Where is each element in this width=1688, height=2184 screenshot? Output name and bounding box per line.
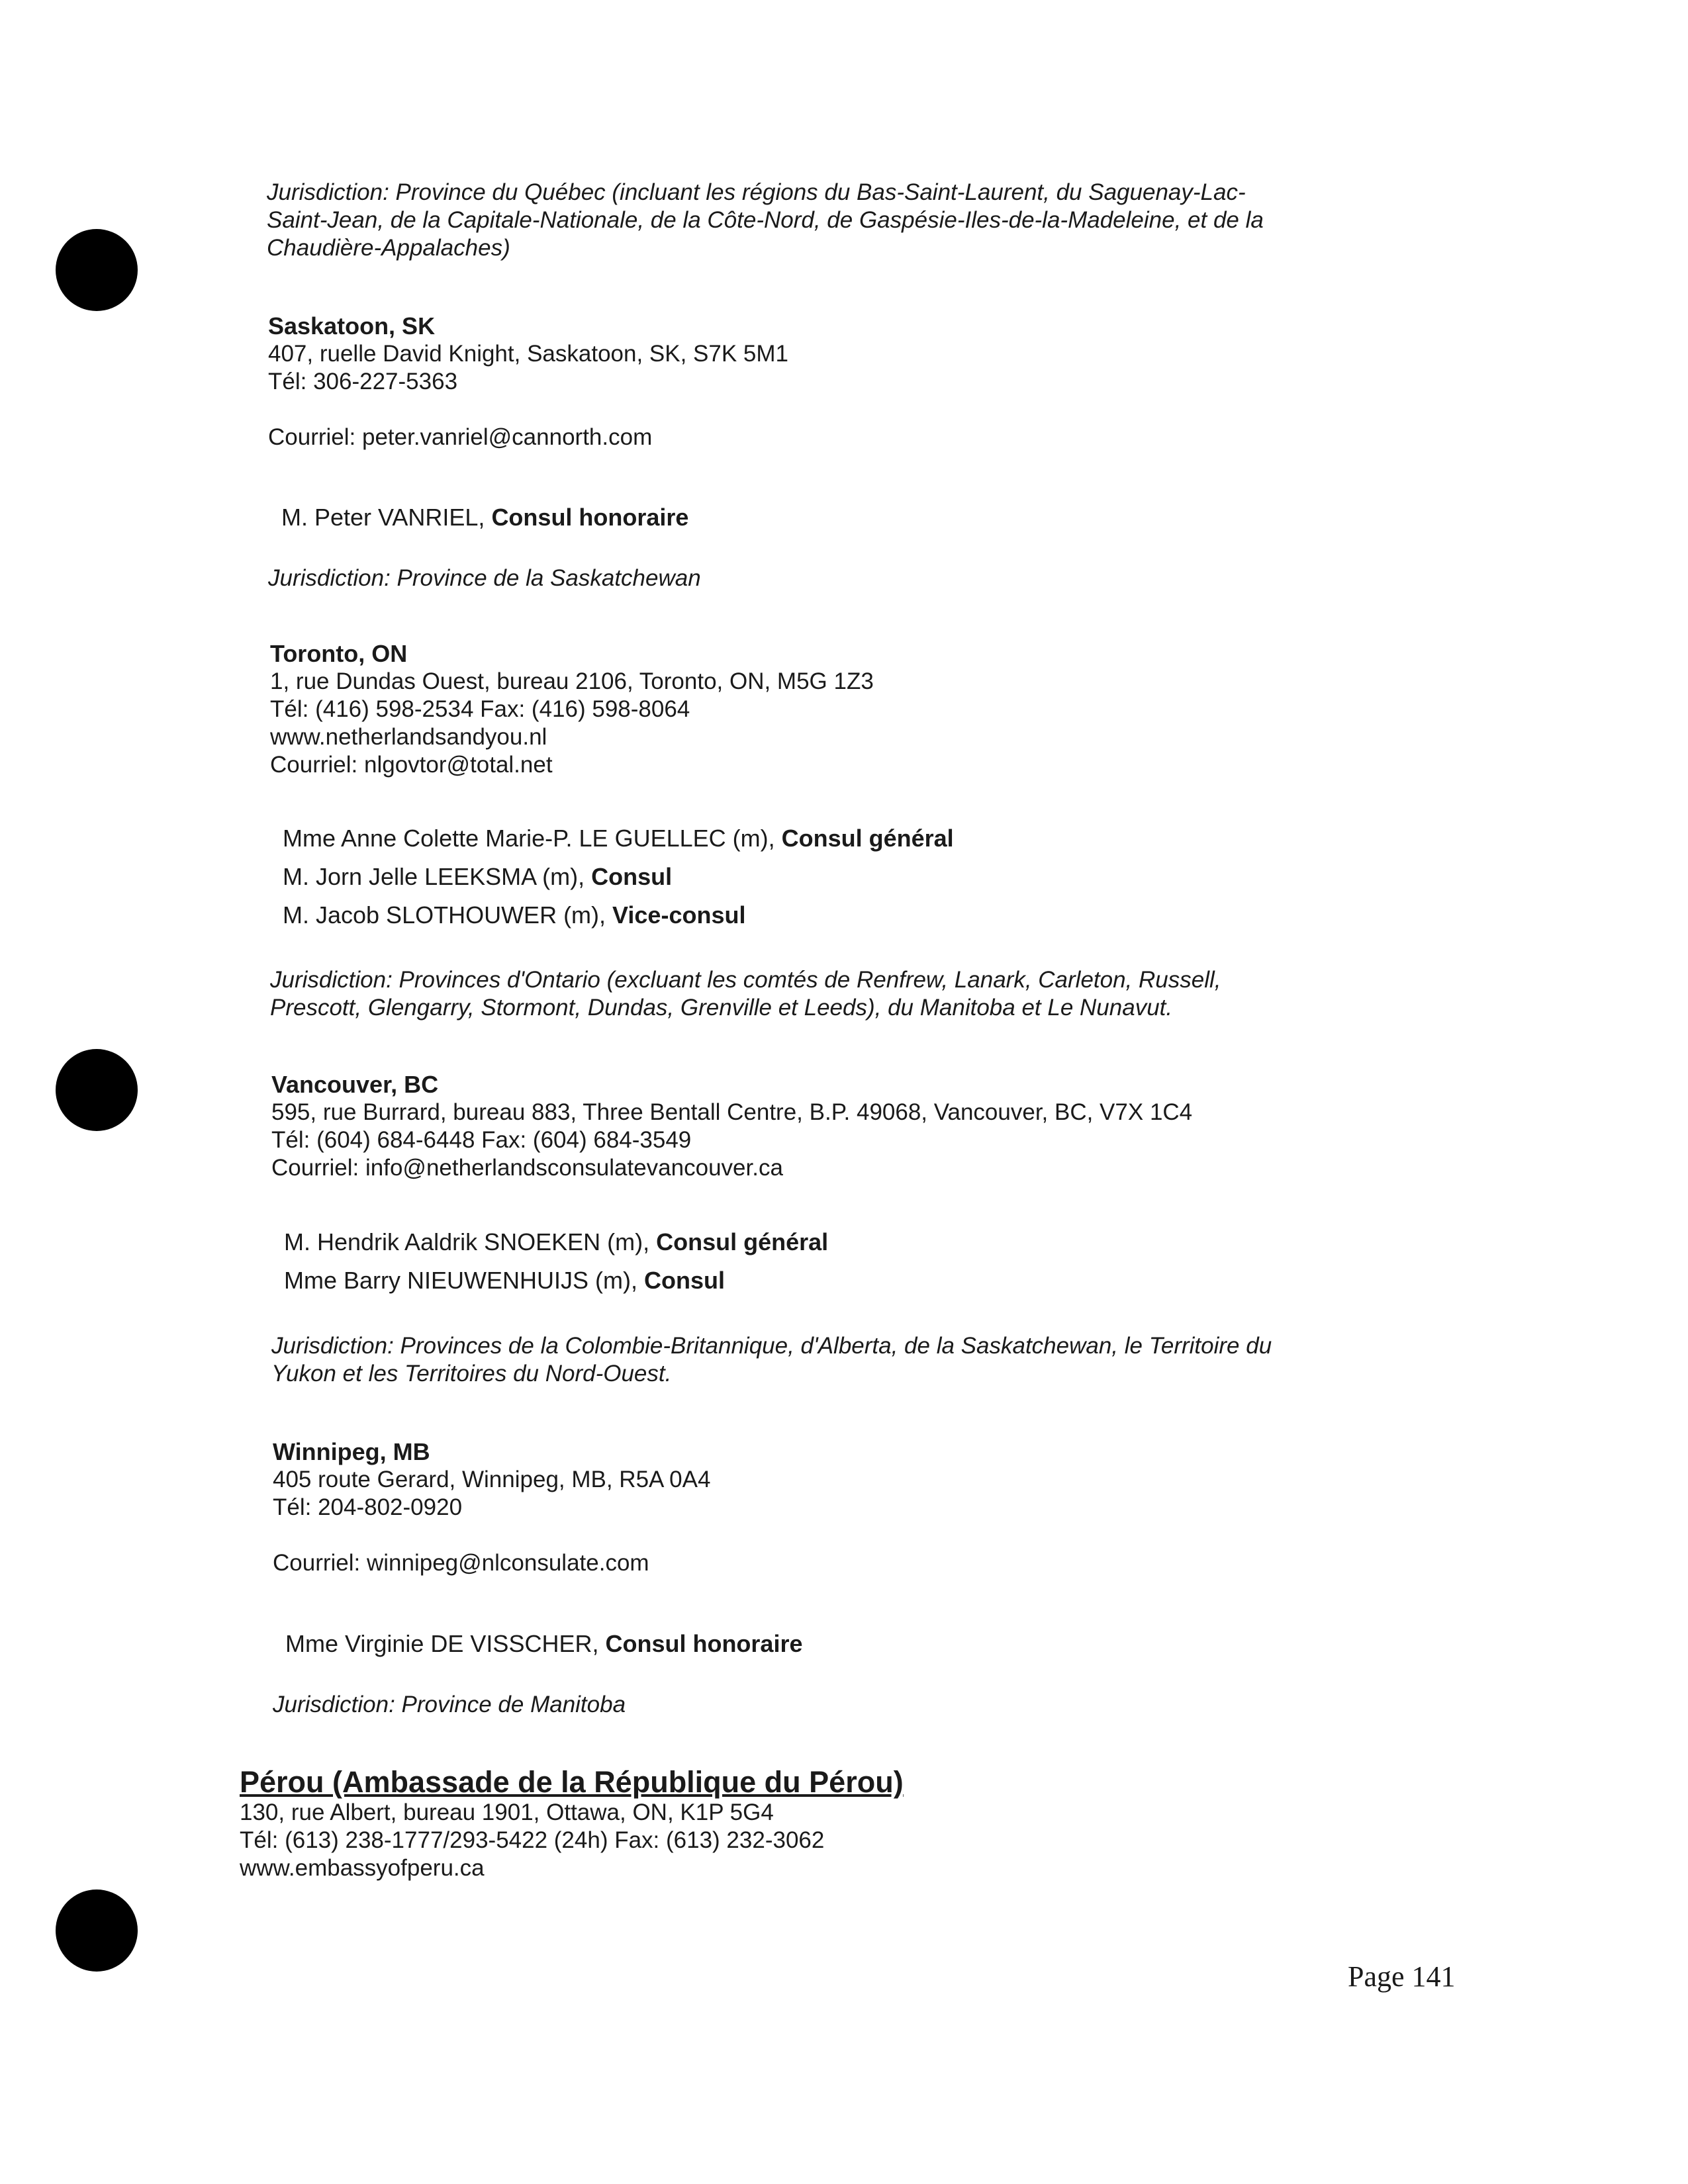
staff-member bbox=[284, 1261, 1688, 1300]
binder-hole-middle bbox=[56, 1049, 138, 1131]
quebec-jurisdiction bbox=[267, 179, 1688, 262]
saskatoon-jurisdiction bbox=[268, 565, 1688, 592]
staff-member bbox=[283, 896, 1688, 934]
toronto-staff bbox=[283, 819, 1688, 934]
toronto-jurisdiction bbox=[270, 966, 1688, 1022]
winnipeg-staff bbox=[285, 1625, 1688, 1663]
office-address: 595, rue Burrard, bureau 883, Three Bentall Centre, B.P. 49068, Vancouver, BC, V7X 1C4 bbox=[271, 1099, 1193, 1125]
office-phone: Tél: 204-802-0920 bbox=[273, 1494, 463, 1520]
staff-title: Consul général bbox=[656, 1228, 829, 1255]
office-address: 1, rue Dundas Ouest, bureau 2106, Toronto, ON, M5G 1Z3 bbox=[270, 668, 874, 694]
peru-embassy bbox=[240, 1766, 1688, 1882]
jurisdiction-text: Province de la Saskatchewan bbox=[390, 565, 701, 591]
jurisdiction-text: Saint-Jean, de la Capitale-Nationale, de la Côte-Nord, de Gaspésie-Iles-de-la-Madeleine, et de la bbox=[267, 207, 1264, 233]
jurisdiction-text: Provinces d'Ontario (excluant les comtés de Renfrew, Lanark, Carleton, Russell, bbox=[392, 967, 1221, 993]
binder-hole-bottom bbox=[56, 1889, 138, 1972]
staff-name: M. Hendrik Aaldrik SNOEKEN (m), bbox=[284, 1228, 657, 1255]
jurisdiction-label: Jurisdiction: bbox=[270, 967, 393, 993]
staff-title: Consul honoraire bbox=[491, 504, 689, 531]
staff-name: M. Peter VANRIEL, bbox=[281, 504, 492, 531]
office-city: Toronto, ON bbox=[270, 640, 408, 667]
binder-hole-top bbox=[56, 229, 138, 311]
staff-title: Consul bbox=[591, 863, 673, 890]
toronto-contact bbox=[270, 640, 1688, 779]
jurisdiction-label: Jurisdiction: bbox=[271, 1333, 394, 1359]
country-heading: Pérou (Ambassade de la République du Pérou) bbox=[240, 1765, 904, 1799]
staff-name: Mme Virginie DE VISSCHER, bbox=[285, 1630, 606, 1657]
saskatoon-staff bbox=[281, 498, 1688, 537]
jurisdiction-text: Provinces de la Colombie-Britannique, d'Alberta, de la Saskatchewan, le Territoire du bbox=[393, 1333, 1272, 1359]
embassy-address: 130, rue Albert, bureau 1901, Ottawa, ON, K1P 5G4 bbox=[240, 1799, 774, 1825]
jurisdiction-label: Jurisdiction: bbox=[268, 565, 391, 591]
jurisdiction-label: Jurisdiction: bbox=[267, 179, 389, 205]
jurisdiction-label: Jurisdiction: bbox=[273, 1692, 395, 1717]
office-email: Courriel: peter.vanriel@cannorth.com bbox=[268, 424, 653, 450]
staff-name: M. Jorn Jelle LEEKSMA (m), bbox=[283, 863, 592, 890]
vancouver-contact bbox=[271, 1071, 1688, 1182]
office-website: www.netherlandsandyou.nl bbox=[270, 724, 547, 750]
office-email: Courriel: winnipeg@nlconsulate.com bbox=[273, 1550, 649, 1576]
staff-title: Consul bbox=[644, 1267, 725, 1294]
office-address: 407, ruelle David Knight, Saskatoon, SK, S7K 5M1 bbox=[268, 341, 789, 367]
jurisdiction-text: Prescott, Glengarry, Stormont, Dundas, Grenville et Leeds), du Manitoba et Le Nunavut. bbox=[270, 995, 1173, 1021]
staff-title: Consul honoraire bbox=[605, 1630, 803, 1657]
staff-name: Mme Barry NIEUWENHUIJS (m), bbox=[284, 1267, 644, 1294]
embassy-website: www.embassyofperu.ca bbox=[240, 1855, 485, 1881]
staff-title: Vice-consul bbox=[612, 901, 746, 929]
jurisdiction-text: Chaudière-Appalaches) bbox=[267, 235, 510, 261]
staff-name: Mme Anne Colette Marie-P. LE GUELLEC (m), bbox=[283, 825, 782, 852]
winnipeg-contact bbox=[273, 1438, 1688, 1577]
office-city: Vancouver, BC bbox=[271, 1071, 439, 1098]
office-address: 405 route Gerard, Winnipeg, MB, R5A 0A4 bbox=[273, 1467, 711, 1492]
jurisdiction-text: Yukon et les Territoires du Nord-Ouest. bbox=[271, 1361, 672, 1387]
staff-name: M. Jacob SLOTHOUWER (m), bbox=[283, 901, 613, 929]
office-email: Courriel: info@netherlandsconsulatevancouver.ca bbox=[271, 1155, 783, 1181]
staff-member bbox=[283, 858, 1688, 896]
office-phone: Tél: 306-227-5363 bbox=[268, 369, 458, 394]
office-city: Winnipeg, MB bbox=[273, 1438, 430, 1465]
winnipeg-jurisdiction bbox=[273, 1691, 1688, 1719]
staff-member bbox=[284, 1223, 1688, 1261]
office-phone-fax: Tél: (416) 598-2534 Fax: (416) 598-8064 bbox=[270, 696, 690, 722]
embassy-phone-fax: Tél: (613) 238-1777/293-5422 (24h) Fax: (613) 232-3062 bbox=[240, 1827, 825, 1853]
office-city: Saskatoon, SK bbox=[268, 312, 436, 340]
staff-title: Consul général bbox=[781, 825, 954, 852]
staff-member bbox=[281, 498, 1688, 537]
staff-member bbox=[285, 1625, 1688, 1663]
page-number: Page 141 bbox=[1348, 1960, 1456, 1993]
jurisdiction-text: Province de Manitoba bbox=[395, 1692, 626, 1717]
vancouver-staff bbox=[284, 1223, 1688, 1300]
vancouver-jurisdiction bbox=[271, 1332, 1688, 1388]
office-email: Courriel: nlgovtor@total.net bbox=[270, 752, 553, 778]
staff-member bbox=[283, 819, 1688, 858]
saskatoon-contact bbox=[268, 312, 1688, 451]
office-phone-fax: Tél: (604) 684-6448 Fax: (604) 684-3549 bbox=[271, 1127, 692, 1153]
jurisdiction-text: Province du Québec (incluant les régions du Bas-Saint-Laurent, du Saguenay-Lac- bbox=[389, 179, 1246, 205]
